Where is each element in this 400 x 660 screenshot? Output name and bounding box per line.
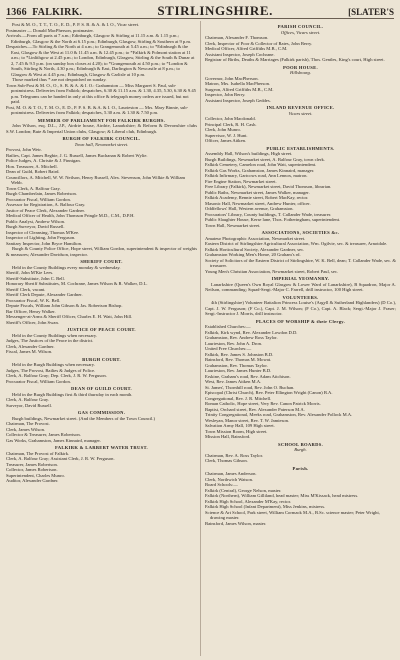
directory-entry: Collector & Treasurer, James Robertson.	[6, 432, 81, 437]
directory-entry: Procurator Fiscal, W. K. Bell.	[6, 297, 61, 303]
directory-entry: Falkirk Horticultural Society, Alexander Gardner, sec.	[205, 246, 305, 252]
directory-entry: Assessor for Registration, A. Balfour Gray.	[6, 202, 86, 207]
section-subheading: Town hall, Newmarket street.	[74, 141, 129, 147]
publisher-name: [SLATER'S	[348, 7, 394, 17]
directory-entry: Clerk, Thomas Gibson.	[205, 458, 248, 463]
directory-entry: Burgh Buildings, Newmarket street, A. Balfour Gray, town clerk.	[205, 156, 325, 162]
directory-entry: Burgh Chamberlain, James Robertson.	[6, 191, 77, 196]
directory-entry: Sheriff Clerk Depute, Alexander Gardner.	[6, 292, 83, 297]
paragraph: 4th (Stirlingshire) Volunteer Battalion Princess Louise's (Argyll & Sutherland Highlanders) (D Co.), Capt. J. W. Ferguson; (F Co.), Capt. J. M. Wilson; (F Co.), Capt. A. Black; Sergt.-Major J. Fraser; Sergt.-Instructor J. Morris, drill instructor.	[205, 300, 396, 316]
section-subheading: Vicars street.	[288, 110, 313, 116]
directory-entry: Town Sub-Post & M. O., O., S. B. & A. & I. O.: Grahamston — Miss Margaret S. Paul, sub-postmistress. Deliveries from Falkirk; despatches, 6.30 & 11.15 a.m. & 1.30, 4.35, 5.30, 6.30 & 9.45 p.m. Telegrams can be handed in only at this office & telegraph money orders are issued, but not paid.	[6, 82, 196, 104]
directory-entry: Depute Fiscals, William John Gibson & Jas. Robertson Bishop.	[6, 303, 123, 308]
directory-entry: Chairman, James Anderson.	[205, 471, 257, 476]
paragraph: Those marked thus * are not despatched on sunday.	[12, 77, 107, 82]
directory-entry: Inspector of Lighting, John Ferguson.	[6, 235, 76, 240]
directory-entry: Procurators' Library, County buildings, T. Callander Wade, treasurer.	[205, 211, 332, 217]
directory-entry: Officer, James Aitken.	[205, 138, 247, 143]
directory-entry: Procurator Fiscal, William Gordon.	[6, 378, 71, 384]
directory-entry: Falkirk Cemetery, Camelon road, John Watt, superintendent.	[205, 162, 317, 167]
directory-entry: Gas Works, Grahamston, James Kinnaird, manager.	[6, 437, 101, 443]
directory-entry: Registrar of Births, Deaths & Marriages (Falkirk parish), Thos. Gentles, King's court, High street.	[205, 57, 385, 62]
directory-entry: Supervisor, W. J. Hunt.	[205, 132, 248, 138]
directory-entry: Principal Clerk, R. H. Cash.	[205, 121, 257, 127]
directory-entry: Falkirk, Kirk wynd, Rev. Alexander Lowdon D.D.	[205, 329, 298, 335]
directory-entry: Salvation Army Hall, 109 High street.	[205, 423, 275, 428]
directory-entry: Dean of Guild, Robert Baird.	[6, 169, 60, 174]
section-heading: POOR HOUSE.	[283, 64, 318, 70]
paragraph: Held in the County Buildings every monday & wednesday.	[12, 264, 121, 270]
directory-entry: Sheriff Clerk, vacant.	[6, 286, 46, 292]
column-divider	[200, 21, 201, 656]
section-heading: SHERIFF COURT.	[80, 259, 123, 264]
directory-entry: Judges, The Provost, Bailies & Judges of Police.	[6, 367, 96, 373]
page-header	[6, 3, 394, 17]
directory-entry: Oddfellows' Hall, Western avenue, Grahamston.	[205, 206, 294, 211]
directory-entry: Roman Catholic, Hope street, Very Rev. Canon Patrick Morris.	[205, 401, 321, 406]
section-heading: BURGH OF FALKIRK COUNCIL.	[62, 136, 141, 141]
directory-entry: Episcopal (Christ Church), Rev. Peter Ellington Wright (Canon) B.A.	[205, 390, 333, 395]
town-name: FALKIRK.	[32, 7, 83, 18]
section-heading: GAS COMMISSION.	[77, 410, 126, 415]
section-heading: Parish.	[292, 465, 309, 471]
directory-entry: Justice of Peace Clerk, Alexander Gardner.	[6, 207, 85, 213]
right-column	[205, 22, 396, 658]
directory-entry: Laurieston, Rev. James Hunter B.D.	[205, 368, 272, 373]
directory-entry: West, Rev. James Aitken M.A.	[205, 379, 262, 384]
paragraph: Post & M. O., T. T., T. O., E. D., P. P. S. B. & A. & I. O., Vicar street.	[12, 22, 140, 27]
directory-entry: Free Library (Falkirk), Newmarket street, David Thomson, librarian.	[205, 184, 332, 189]
directory-entry: Honorary Sheriff Substitutes, M. Cochrane, James Wilson & R. Walker, D.L.	[6, 281, 148, 286]
directory-entry: Falkirk High School, Alexander M'Kay, rector.	[205, 498, 292, 504]
paragraph: John Wilson, esq. D.L., J.P., Airdrie house, Airdrie, Lanarkshire; & Reform & Devonshire clubs S.W. London; Bute & Imperial Union clubs, Glasgow; & Liberal club, Edinburgh.	[6, 123, 197, 134]
directory-entry: Fire Engine Station, Newmarket street.	[205, 178, 277, 184]
directory-entry: Chairman, Alexander F. Thomson.	[205, 35, 269, 40]
directory-entry: Wesleyan, Manor street, Rev. T. W. Jamieson.	[205, 417, 290, 423]
directory-entry: Assistant Inspector, Joseph Geddes.	[205, 97, 271, 103]
directory-entry: Hon. Treasurer, A. Mitchell.	[6, 163, 58, 169]
section-heading: PUBLIC ESTABLISHMENTS.	[266, 145, 335, 151]
directory-entry: Grahamston Working Men's Home, 20 Graham's rd.	[205, 252, 301, 257]
directory-entry: Falkirk (Northern), William Gilliland, head master; Miss M'Kissack, head mistress.	[205, 493, 359, 498]
directory-entry: Chairman, The Provost of Falkirk.	[6, 450, 70, 456]
directory-entry: Falkirk High School (Infant Department), Miss Jenkins, mistress.	[205, 504, 326, 509]
directory-entry: Clerk, A. Balfour Gray.	[6, 397, 50, 402]
directory-entry: Bainsford, Rev. Thomas M. Mowat.	[205, 357, 272, 362]
section-heading: PARISH COUNCIL.	[277, 24, 324, 29]
directory-entry: Superintendent, Charles Munro.	[6, 472, 65, 478]
directory-entry: Bainsford, James Wilson, master.	[205, 520, 267, 526]
directory-entry: Bailies, Capt. James Begbie, J. G. Russell, James Buchanan & Robert Wylie.	[6, 152, 148, 158]
directory-entry: Clerk, James Wilson.	[6, 426, 46, 432]
directory-entry: Surveyor, David Russell.	[6, 402, 53, 408]
directory-entry: Surgeon, Alfred Griffiths M.B., C.M.	[205, 86, 274, 92]
directory-entry: Society of Solicitors of the Eastern District of Stirlingshire, W. K. Bell, dean; T. Callander Wade, sec. & treasurer.	[205, 257, 396, 268]
directory-entry: Councillors, A. Mitchell, W. W. Neilson, Henry Russell, Alex. Stevenson, John Wilkie & William Webb.	[6, 174, 186, 185]
header-rule	[6, 18, 394, 19]
section-heading: BURGH COURT.	[82, 356, 121, 362]
paragraph: Lanarkshire (Queen's Own Royal Glasgow & Lower Ward of Lanarkshire), B Squadron, Major A. Neilson, commanding; Squad-Sergt.-Major C. Farrell, drill instructor, 100 High street.	[205, 281, 396, 292]
paragraph: Held in the Burgh Buildings when necessary.	[12, 362, 95, 367]
directory-entry: Messenger-at-Arms & Sheriff Officer, Charles E. H. Watt, John Hill.	[6, 314, 133, 319]
paragraph: Burgh & County Police Office, Hope street, William Gordon, superintendent & inspector of weights & measures; Alexander Davidson, inspector.	[6, 246, 197, 257]
directory-entry: Collector, James Robertson.	[6, 467, 58, 472]
directory-entry: Inspector, John Berry.	[205, 92, 246, 97]
page-header-left	[6, 7, 82, 18]
directory-entry: Public Baths, Newmarket street, James Walker, manager.	[205, 189, 310, 195]
directory-entry: Public Slaughter House, Kerse lane, Thos. Fotheringham, superintendent.	[205, 217, 341, 222]
page-number: 1366	[6, 7, 27, 18]
directory-entry: Masonic Hall, Newmarket street, Andrew Hunter, officer.	[205, 200, 311, 206]
section-heading: MEMBER OF PARLIAMENT FOR FALKIRK BURGHS.	[37, 117, 166, 123]
directory-entry: Treasurer, James Robertson.	[6, 461, 58, 467]
directory-entry: Auditor, Alexander Gardner.	[6, 478, 59, 483]
section-heading: FALKIRK & LARBERT WATER TRUST.	[55, 445, 148, 450]
section-heading: ASSOCIATIONS, SOCIETIES &c.	[261, 230, 340, 235]
directory-entry: Grahamston, Rev. Thomas Taylor.	[205, 362, 268, 368]
directory-entry: Sheriff's Officer, John Swan.	[6, 319, 59, 325]
directory-entry: Police Judges, A. Christie & J. Finnigan.	[6, 158, 81, 163]
directory-entry: Clerk, John Munro.	[205, 127, 241, 132]
directory-entry: Eastern District of Stirlingshire Agricultural Association, Wm. Ogilvie, sec. & treasurer, Arnotdale.	[205, 241, 388, 246]
directory-entry: Clerk, Alexander Gardner.	[6, 343, 55, 349]
directory-entry: Falkirk (Central), George Nelson, master.	[205, 487, 282, 493]
directory-entry: Despatches.—To Stirling & the North at 4 a.m.; to Grangemouth at 5.45 a.m.; to *Edinburgh & the East, Glasgow & the West at 11.0 & 11.45 a.m. & 12.45 p.m.; to *Falkirk & Polmont station at 11 a.m.; to *Linlithgow at 2.45 p.m.; to London, Edinburgh, Glasgow, Stirling & the South & Dunar at 2, 7.45 & 9.5 p.m. (on sunday box closes at 4.20); to *Grangemouth at 4.50 p.m.; to *London & South, Stirling & North, 4.30 p.m.; Edinburgh & East, Darlington & Newcastle at 8 p.m.; to Glasgow & West at 4.45 p.m.; Edinburgh, Glasgow & Carlisle at 10 p.m.	[6, 44, 195, 77]
section-heading: SCHOOL BOARDS.	[277, 441, 324, 447]
county-name: STIRLINGSHIRE.	[157, 3, 274, 18]
directory-entry: Provost, John Weir.	[6, 147, 42, 152]
directory-entry: Baptist, Orchard street, Rev. Alexander Paterson M.A.	[205, 406, 305, 412]
directory-entry: United Free Churches:—	[205, 346, 252, 351]
directory-entry: Clerk, A. Balfour Gray; Assistant Clerk, J. R. W. Ferguson.	[6, 456, 115, 461]
directory-entry: St. James', Thornhill road, Rev. John O. Buchan.	[205, 384, 295, 390]
directory-entry: Board Schools:—	[205, 482, 238, 487]
directory-entry: Erskine, Graham's road, Rev. Adam Aitchison.	[205, 373, 291, 379]
directory-entry: Town Hall, Newmarket street.	[205, 222, 261, 228]
section-heading: DEAN OF GUILD COURT.	[71, 386, 132, 391]
directory-entry: Clerk, A. Balfour Gray; Dep. Clerk, J. R. W. Ferguson.	[6, 373, 107, 378]
directory-entry: Public Analyst, Andrew Wilson.	[6, 218, 66, 224]
section-subheading: Hillsbourg.	[290, 70, 311, 75]
directory-entry: Burgh Surveyor, David Russell.	[6, 224, 65, 229]
section-subheading: Burgh.	[294, 447, 307, 452]
directory-entry: Grahamston, Rev. Andrew Ross Taylor.	[205, 335, 278, 340]
paragraph: Held in the Burgh Buildings first & third thursday in each month.	[12, 391, 133, 397]
section-subheading: Offices, Vicars street.	[280, 29, 321, 35]
section-heading: INLAND REVENUE OFFICE.	[266, 105, 335, 110]
directory-entry: Bar Officer, Henry Walker.	[6, 308, 56, 314]
directory-entry: Inspector of Cleansing, Thomas M'Kee.	[6, 229, 80, 235]
section-heading: VOLUNTEERS.	[282, 294, 319, 300]
section-heading: PLACES OF WORSHIP & their Clergy.	[255, 318, 346, 324]
directory-entry: Clerk, Inspector of Poor & Collector of Rates, John Berry.	[205, 40, 313, 46]
directory-entry: Sheriff, John M'Kie Lees.	[6, 270, 54, 275]
directory-entry: Amateur Photographic Association, Newmarket street.	[205, 235, 306, 241]
paragraph: Held in the County Buildings when necessary.	[12, 332, 98, 338]
directory-entry: Matron, Mrs. Isabella MacPherson.	[205, 81, 271, 86]
directory-entry: Arrivals.—From all parts at 7 a.m.; Edinburgh, Glasgow & Stirling at 11.15 a.m. & 1.15 p.m.; Edinburgh, Glasgow & the North at 6.15 p.m.; Edinburgh, Glasgow, Stirling & Southern at 9 p.m.	[6, 33, 192, 44]
directory-entry: Mission Hall, Bainsford.	[205, 434, 251, 439]
directory-entry: Young Men's Christian Association, Newmarket street, Robert Paul, sec.	[205, 268, 339, 274]
paragraph: Burgh buildings, Newmarket street. (And the Members of the Town Council.)	[12, 415, 156, 421]
directory-entry: Governor, John MacPherson.	[205, 75, 259, 81]
section-heading: JUSTICE OF PEACE COURT.	[67, 327, 136, 332]
directory-entry: Falkirk Infirmary, Gartcows road, Ann Lennox, matron.	[205, 173, 308, 178]
directory-entry: Sheriff-Substitute, John C. Bell.	[6, 275, 65, 281]
directory-entry: Judges, The Justices of the Peace in the district.	[6, 338, 94, 343]
directory-entry: Town Clerk, A. Balfour Gray.	[6, 185, 61, 191]
directory-entry: Sanitary Inspector, John Bryce Hamilton.	[6, 240, 83, 246]
directory-entry: Procurator Fiscal, William Gordon.	[6, 196, 71, 202]
directory-entry: Clerk, Northwich Watson.	[205, 476, 254, 482]
directory-entry: Post, M. O. & T. O., T. M. O., E. D., P. P. S. B. & A. & I. O., Laurieston — Mrs. Mary Binnie, sub-postmistress. Deliveries from Falkirk; despatches, 5.30 a.m. & 1.30 & 7.50 p.m.	[6, 104, 189, 115]
section-heading: IMPERIAL YEOMANRY.	[271, 276, 330, 281]
directory-entry: Chairman, The Provost.	[6, 421, 50, 426]
directory-entry: Laurieston, Rev. John A. Dron.	[205, 340, 263, 346]
directory-entry: Medical Officer of Health, John Thomson Pringle M.D., C.M., D.P.H.	[6, 213, 135, 218]
left-column	[6, 22, 197, 658]
directory-entry: Postmaster — Donald MacPherson, postmaster.	[6, 27, 94, 33]
directory-entry: Falkirk, Rev. James S. Johnston B.D.	[205, 351, 274, 357]
directory-entry: Town Mission Room, High street.	[205, 428, 268, 434]
directory-entry: Chairman, Rev. A. Ross Taylor.	[205, 452, 263, 458]
directory-entry: Established Churches:—	[205, 324, 251, 329]
directory-entry: Fiscal, James M. Wilson.	[6, 349, 53, 354]
directory-entry: Science & Art School, Park street, William Cormack M.A., B.Sc. science master; Peter Wright, drawing master.	[205, 509, 380, 520]
directory-entry: Falkirk Gas Works, Grahamston, James Kinnaird, manager.	[205, 167, 315, 173]
directory-entry: Collector, John Macdonald.	[205, 116, 256, 121]
directory-entry: Trinity Congregational, Meeks road, Grahamston, Rev. Alexander Pollock M.A.	[205, 412, 353, 417]
directory-entry: Assistant Inspector, Joseph Cochrane.	[205, 51, 275, 57]
directory-entry: Congregational, Rev. J. R. Mitchell.	[205, 395, 272, 401]
directory-entry: Falkirk Academy, Rennie street, Robert MacKay, rector.	[205, 195, 309, 200]
directory-entry: Medical Officer, Alfred Griffiths M.B., C.M.	[205, 46, 288, 51]
directory-entry: Assembly Hall, Wilson's buildings, High street.	[205, 151, 293, 156]
